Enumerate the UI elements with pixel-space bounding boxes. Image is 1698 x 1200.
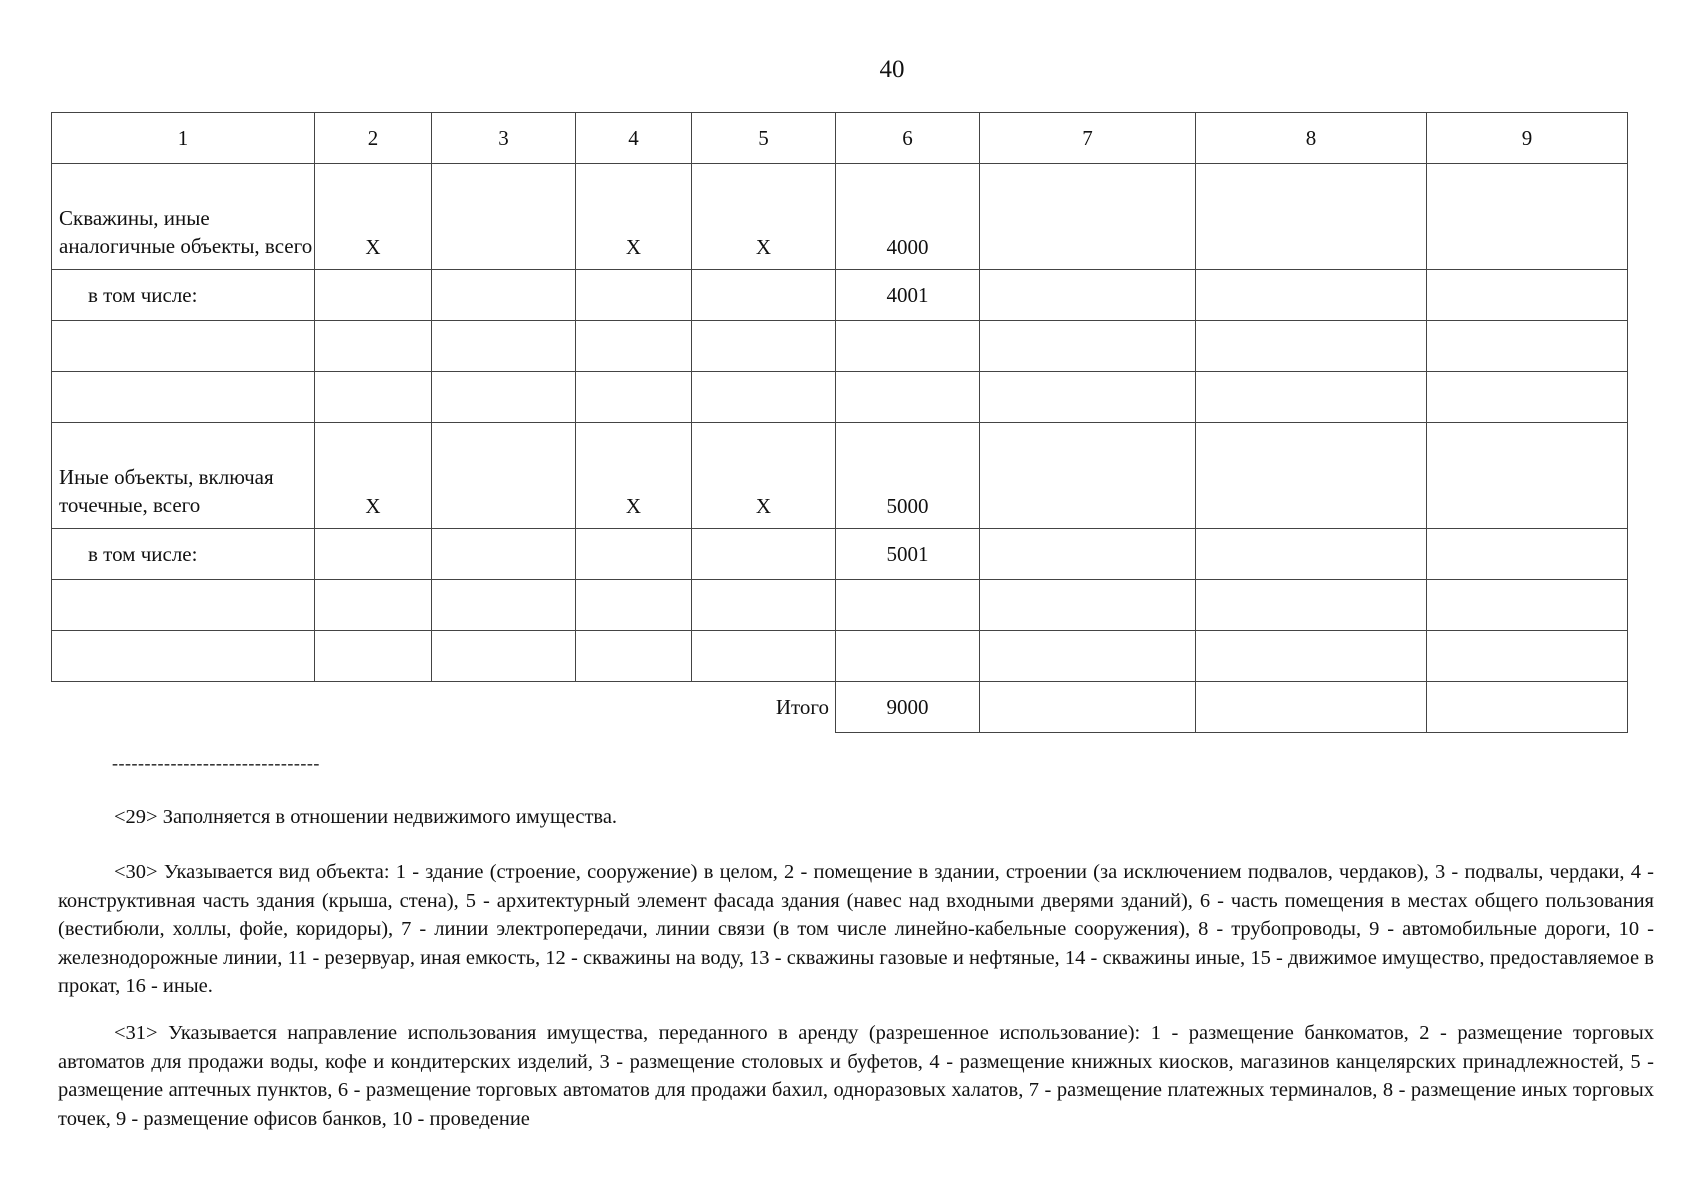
table-cell <box>1427 164 1628 270</box>
table-row <box>52 423 1628 529</box>
page-number: 40 <box>879 56 905 83</box>
header-row <box>52 113 1628 164</box>
row-code-cell: 4001 <box>836 270 980 321</box>
table-cell <box>315 631 432 682</box>
total-row <box>52 682 1628 733</box>
table-cell <box>315 321 432 372</box>
table-cell <box>1427 580 1628 631</box>
table-cell <box>1196 270 1427 321</box>
table-cell <box>980 321 1196 372</box>
table-cell <box>1427 631 1628 682</box>
table-cell <box>1196 164 1427 270</box>
table-cell <box>315 372 432 423</box>
table-cell <box>692 321 836 372</box>
table-cell <box>1196 321 1427 372</box>
row-title-cell: Иные объекты, включая точечные, всего <box>52 423 315 529</box>
table-cell <box>1427 529 1628 580</box>
table-cell <box>52 631 315 682</box>
table-cell <box>1196 423 1427 529</box>
header-cell: 3 <box>432 113 576 164</box>
table-cell <box>432 580 576 631</box>
table-cell <box>432 529 576 580</box>
table-cell <box>692 372 836 423</box>
table-cell <box>980 164 1196 270</box>
table-cell <box>432 164 576 270</box>
table-cell <box>315 580 432 631</box>
header-cell: 4 <box>576 113 692 164</box>
header-cell: 5 <box>692 113 836 164</box>
table-cell <box>576 529 692 580</box>
table-row <box>52 631 1628 682</box>
table-cell: X <box>692 164 836 270</box>
table-cell <box>432 270 576 321</box>
table-cell <box>836 631 980 682</box>
row-code-cell: 5000 <box>836 423 980 529</box>
table-row <box>52 580 1628 631</box>
table-cell <box>52 321 315 372</box>
table-cell <box>980 372 1196 423</box>
table-cell <box>980 631 1196 682</box>
empty-cell <box>576 682 692 733</box>
table-cell <box>432 631 576 682</box>
table-cell: X <box>315 164 432 270</box>
footnote-separator: -------------------------------- <box>112 753 320 773</box>
table-row <box>52 270 1628 321</box>
table-row <box>52 372 1628 423</box>
header-cell: 2 <box>315 113 432 164</box>
table-row <box>52 321 1628 372</box>
table-cell <box>1196 682 1427 733</box>
table-cell <box>1196 580 1427 631</box>
table-cell <box>1427 372 1628 423</box>
total-label: Итого <box>775 694 829 719</box>
table-cell <box>576 321 692 372</box>
empty-cell <box>432 682 576 733</box>
table-cell: X <box>576 423 692 529</box>
header-cell: 9 <box>1427 113 1628 164</box>
property-table <box>51 112 1628 733</box>
header-cell: 1 <box>52 113 315 164</box>
table-cell <box>692 270 836 321</box>
table-cell <box>52 580 315 631</box>
table-cell: X <box>576 164 692 270</box>
table-cell <box>432 321 576 372</box>
table-cell <box>980 423 1196 529</box>
table-cell <box>52 372 315 423</box>
table-cell <box>980 270 1196 321</box>
table-row <box>52 164 1628 270</box>
table-cell <box>576 580 692 631</box>
empty-cell <box>315 682 432 733</box>
table-cell <box>692 529 836 580</box>
footnote-31: <31> Указывается направление использования имущества, переданного в аренду (разрешенное использование): 1 - размещение банкоматов, 2 - размещение торговых автоматов для продажи воды, кофе и кондитерских изделий, 3 - размещение столовых и буфетов, 4 - размещение книжных киосков, магазинов канцелярских принадлежностей, 5 - размещение аптечных пунктов, 6 - размещение торговых автоматов для продажи бахил, одноразовых халатов, 7 - размещение платежных терминалов, 8 - размещение иных торговых точек, 9 - размещение офисов банков, 10 - проведение <box>58 1022 1654 1130</box>
table-cell <box>1196 372 1427 423</box>
table-cell <box>432 423 576 529</box>
table-cell <box>576 631 692 682</box>
table-cell <box>1427 321 1628 372</box>
total-code-cell: 9000 <box>836 682 980 733</box>
table-row <box>52 529 1628 580</box>
table-cell <box>576 372 692 423</box>
table-cell <box>1196 529 1427 580</box>
table-cell <box>836 372 980 423</box>
table-cell <box>315 529 432 580</box>
table-cell <box>836 321 980 372</box>
table-cell <box>576 270 692 321</box>
row-title-cell: Скважины, иные аналогичные объекты, всего <box>52 164 315 270</box>
row-subtitle-cell: в том числе: <box>52 270 315 321</box>
table-cell <box>980 682 1196 733</box>
table-cell <box>315 270 432 321</box>
table-cell <box>1427 682 1628 733</box>
table-cell: X <box>692 423 836 529</box>
header-cell: 6 <box>836 113 980 164</box>
table-cell: X <box>315 423 432 529</box>
table-cell <box>692 631 836 682</box>
table-cell <box>836 580 980 631</box>
table-cell <box>980 529 1196 580</box>
table-cell <box>692 580 836 631</box>
header-cell: 7 <box>980 113 1196 164</box>
row-subtitle-cell: в том числе: <box>52 529 315 580</box>
footnote-29: <29> Заполняется в отношении недвижимого имущества. <box>114 806 618 828</box>
table-cell <box>1427 423 1628 529</box>
row-code-cell: 5001 <box>836 529 980 580</box>
footnote-30: <30> Указывается вид объекта: 1 - здание (строение, сооружение) в целом, 2 - помещение в здании, строении (за исключением подвалов, чердаков), 3 - подвалы, чердаки, 4 - конструктивная часть здания (крыша, стена), 5 - архитектурный элемент фасада здания (навес над входными дверями зданий), 6 - часть помещения в местах общего пользования (вестибюли, холлы, фойе, коридоры), 7 - линии электропередачи, линии связи (в том числе линейно-кабельные сооружения), 8 - трубопроводы, 9 - автомобильные дороги, 10 - железнодорожные линии, 11 - резервуар, иная емкость, 12 - скважины на воду, 13 - скважины газовые и нефтяные, 14 - скважины иные, 15 - движимое имущество, предоставляемое в прокат, 16 - иные. <box>58 861 1654 997</box>
row-code-cell: 4000 <box>836 164 980 270</box>
table-cell <box>432 372 576 423</box>
table-cell <box>1196 631 1427 682</box>
table-cell <box>980 580 1196 631</box>
header-cell: 8 <box>1196 113 1427 164</box>
empty-cell <box>52 682 315 733</box>
table-cell <box>1427 270 1628 321</box>
